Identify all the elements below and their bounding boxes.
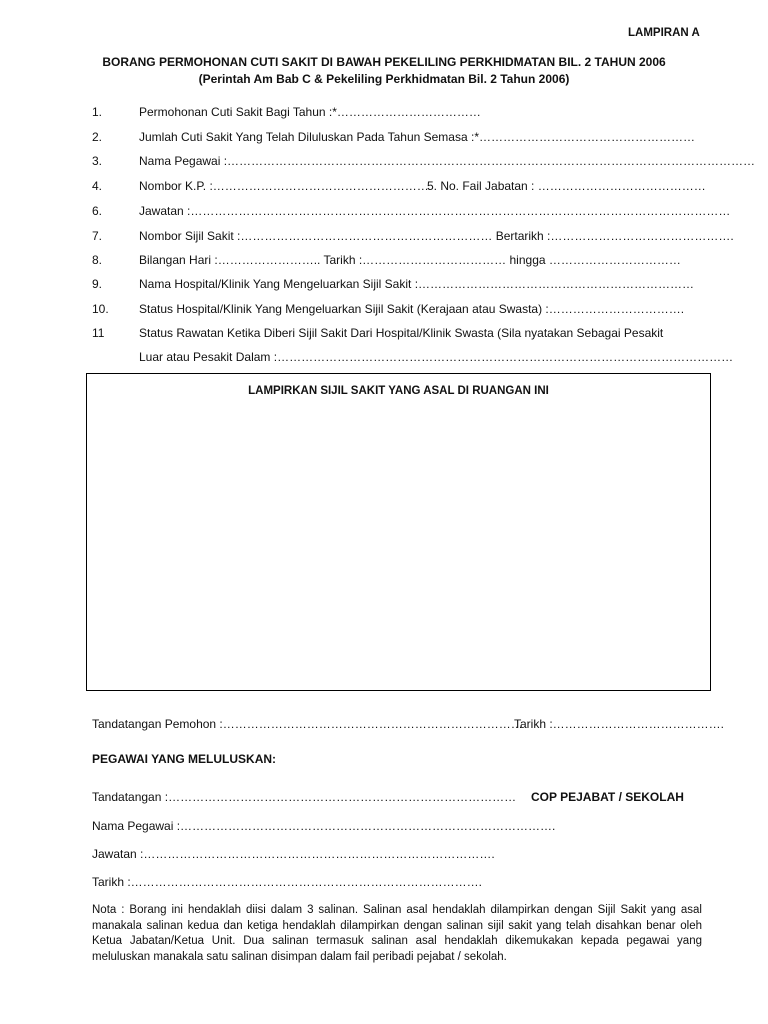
field-11-pesakit[interactable]: Luar atau Pesakit Dalam :…………………………………………………………………………………………………… — [139, 350, 734, 364]
lampiran-label: LAMPIRAN A — [628, 27, 700, 39]
applicant-signature-field[interactable]: Tandatangan Pemohon :………………………………………………………………… — [92, 717, 523, 731]
office-stamp-label: COP PEJABAT / SEKOLAH — [531, 790, 684, 804]
approver-signature-field[interactable]: Tandatangan :…………………………………………………………………………… — [92, 790, 517, 804]
approver-position-field[interactable]: Jawatan :……………………………………………………………………………. — [92, 847, 495, 861]
field-6-jawatan[interactable]: Jawatan :……………………………………………………………………………………………………………………… — [139, 204, 731, 218]
field-9-nama-hospital[interactable]: Nama Hospital/Klinik Yang Mengeluarkan Sijil Sakit :…………………………………………………………… — [139, 277, 695, 291]
attach-certificate-box — [86, 373, 711, 691]
field-9-number: 9. — [92, 277, 103, 291]
field-1-number: 1. — [92, 105, 103, 119]
field-2-number: 2. — [92, 130, 103, 144]
field-1-cuti-tahun[interactable]: Permohonan Cuti Sakit Bagi Tahun :*……………………………… — [139, 105, 481, 119]
field-8-number: 8. — [92, 253, 103, 267]
field-3-number: 3. — [92, 154, 103, 168]
field-3-nama-pegawai[interactable]: Nama Pegawai :…………………………………………………………………………………………………………………… — [139, 154, 756, 168]
form-note: Nota : Borang ini hendaklah diisi dalam 3 salinan. Salinan asal hendaklah dilampirkan dengan Sijil Sakit yang asal manakala salinan kedua dan ketiga hendaklah dilampirkan dengan salinan sijil sakit yang telah disahkan benar oleh Ketua Jabatan/Ketua Unit. Dua salinan termasuk salinan asal hendaklah dikemukakan kepada pegawai yang meluluskan manakala satu salinan disimpan dalam fail peribadi pejabat / sekolah. — [92, 904, 702, 963]
field-8-bilangan-hari[interactable]: Bilangan Hari :…………………….. Tarikh :……………………………… hingga …………………………… — [139, 253, 681, 267]
applicant-date-field[interactable]: Tarikh :……………………………………. — [514, 717, 725, 731]
field-4-nombor-kp[interactable]: Nombor K.P. :……………………………………………… — [139, 179, 429, 193]
field-7-number: 7. — [92, 229, 103, 243]
approver-heading: PEGAWAI YANG MELULUSKAN: — [92, 752, 277, 766]
form-title: BORANG PERMOHONAN CUTI SAKIT DI BAWAH PEKELILING PERKHIDMATAN BIL. 2 TAHUN 2006 — [102, 55, 666, 69]
field-6-number: 6. — [92, 204, 103, 218]
form-subtitle: (Perintah Am Bab C & Pekeliling Perkhidmatan Bil. 2 Tahun 2006) — [198, 72, 570, 86]
field-4-number: 4. — [92, 179, 103, 193]
attach-box-label: LAMPIRKAN SIJIL SAKIT YANG ASAL DI RUANGAN INI — [248, 385, 549, 397]
field-5-no-fail-jabatan[interactable]: 5. No. Fail Jabatan : …………………………………… — [427, 179, 706, 193]
field-11-number: 11 — [92, 326, 105, 340]
field-10-status-hospital[interactable]: Status Hospital/Klinik Yang Mengeluarkan Sijil Sakit (Kerajaan atau Swasta) :……………………………. — [139, 302, 685, 316]
field-10-number: 10. — [92, 302, 109, 316]
approver-name-field[interactable]: Nama Pegawai :…………………………………………………………………………………. — [92, 819, 556, 833]
field-7-nombor-sijil[interactable]: Nombor Sijil Sakit :……………………………………………………… Bertarikh :………………………………………. — [139, 229, 734, 243]
field-2-jumlah-cuti[interactable]: Jumlah Cuti Sakit Yang Telah Diluluskan Pada Tahun Semasa :*……………………………………………… — [139, 130, 695, 144]
approver-date-field[interactable]: Tarikh :……………………………………………………………………………. — [92, 875, 483, 889]
field-11-status-rawatan: Status Rawatan Ketika Diberi Sijil Sakit Dari Hospital/Klinik Swasta (Sila nyatakan Sebagai Pesakit — [139, 326, 664, 340]
